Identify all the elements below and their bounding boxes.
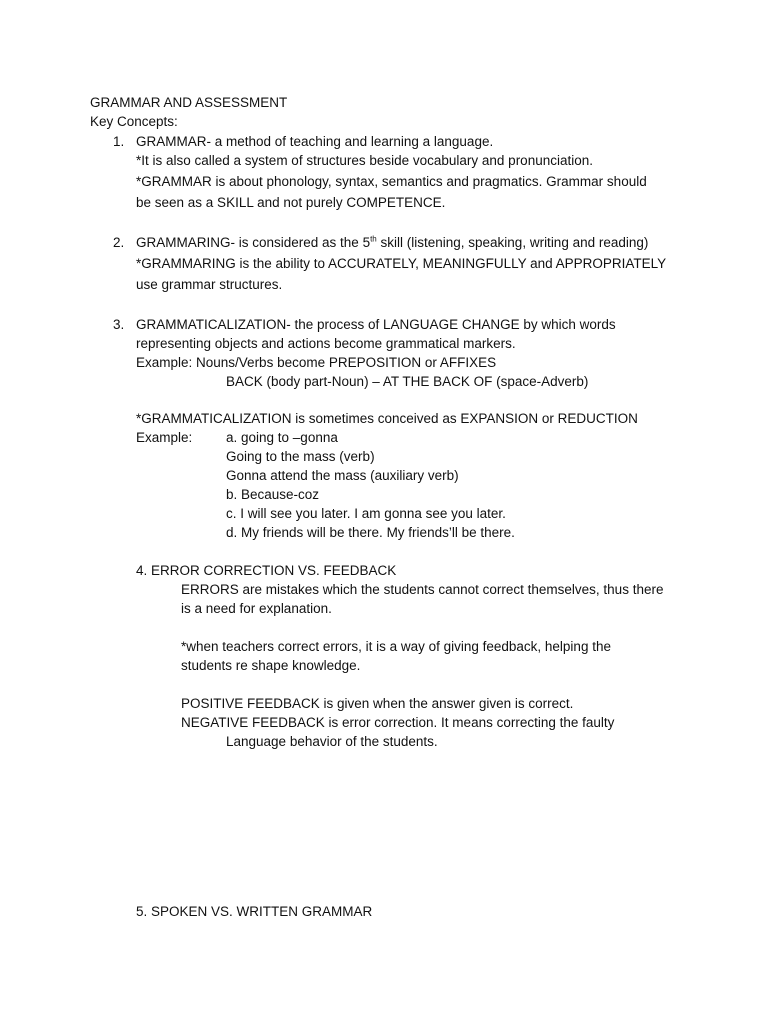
example-a-auxiliary: Gonna attend the mass (auxiliary verb) (226, 468, 459, 483)
grammar-note-2: *GRAMMAR is about phonology, syntax, semantics and pragmatics. Grammar should (136, 174, 647, 189)
errors-definition: ERRORS are mistakes which the students cannot correct themselves, thus there (181, 582, 664, 597)
grammaticalization-example: Example: Nouns/Verbs become PREPOSITION or AFFIXES (136, 355, 497, 370)
example-a: a. going to –gonna (226, 430, 338, 445)
list-number-1: 1. (113, 134, 125, 149)
negative-feedback-cont: Language behavior of the students. (226, 734, 438, 749)
feedback-note-cont: students re shape knowledge. (181, 658, 361, 673)
grammaticalization-example-back: BACK (body part-Noun) – AT THE BACK OF (space-Adverb) (226, 374, 589, 389)
negative-feedback: NEGATIVE FEEDBACK is error correction. It means correcting the faulty (181, 715, 615, 730)
grammaring-definition-a: GRAMMARING- is considered as the 5 (136, 235, 371, 250)
ordinal-suffix: th (370, 234, 377, 244)
grammaticalization-note: *GRAMMATICALIZATION is sometimes conceived as EXPANSION or REDUCTION (136, 411, 638, 426)
grammaring-note-cont: use grammar structures. (136, 277, 283, 292)
errors-definition-cont: is a need for explanation. (181, 601, 332, 616)
example-a-verb: Going to the mass (verb) (226, 449, 375, 464)
grammaticalization-definition-cont: representing objects and actions become grammatical markers. (136, 336, 516, 351)
list-number-3: 3. (113, 317, 125, 332)
grammaring-note: *GRAMMARING is the ability to ACCURATELY, MEANINGFULLY and APPROPRIATELY (136, 256, 667, 271)
grammar-note-2-cont: be seen as a SKILL and not purely COMPETENCE. (136, 195, 446, 210)
list-number-2: 2. (113, 235, 125, 250)
example-d: d. My friends will be there. My friends’ll be there. (226, 525, 515, 540)
positive-feedback: POSITIVE FEEDBACK is given when the answer given is correct. (181, 696, 574, 711)
grammaring-definition (136, 233, 648, 252)
key-concepts-heading: Key Concepts: (90, 114, 178, 129)
example-b: b. Because-coz (226, 487, 320, 502)
document-title: GRAMMAR AND ASSESSMENT (90, 95, 288, 110)
feedback-note: *when teachers correct errors, it is a way of giving feedback, helping the (181, 639, 611, 654)
section-5-heading: 5. SPOKEN VS. WRITTEN GRAMMAR (136, 904, 373, 919)
grammaticalization-definition: GRAMMATICALIZATION- the process of LANGUAGE CHANGE by which words (136, 317, 616, 332)
grammar-note-1: *It is also called a system of structures beside vocabulary and pronunciation. (136, 153, 593, 168)
grammar-definition: GRAMMAR- a method of teaching and learning a language. (136, 134, 494, 149)
example-label: Example: (136, 430, 193, 445)
grammaring-definition-b: skill (listening, speaking, writing and reading) (376, 235, 649, 250)
example-c: c. I will see you later. I am gonna see you later. (226, 506, 506, 521)
section-4-heading: 4. ERROR CORRECTION VS. FEEDBACK (136, 563, 397, 578)
